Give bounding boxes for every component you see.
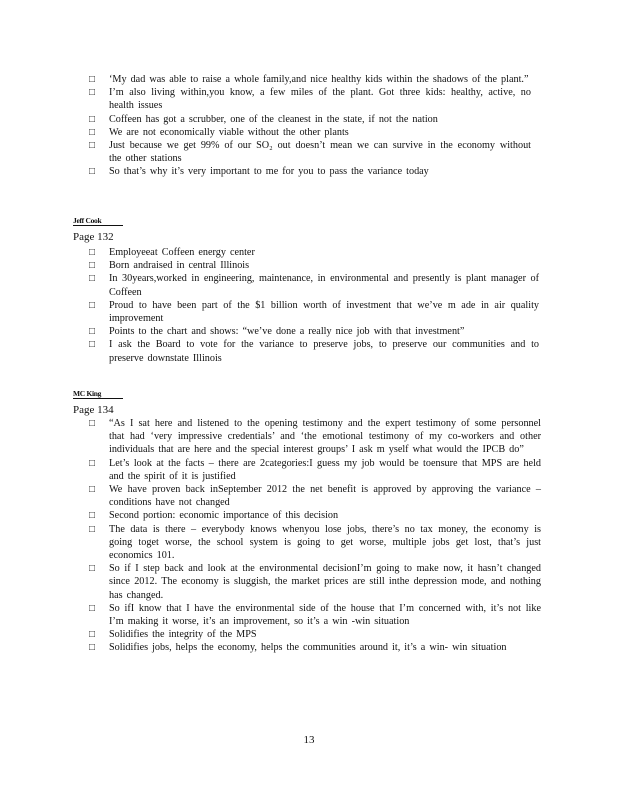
bullet-icon: □: [89, 523, 96, 535]
item-text: The data is there – everybody knows whenyou lose jobs, there’s no tax money, the economy is going toget worse, the school system is going to get worse, multiple jobs get lost, that’s just economics 101.: [109, 523, 541, 562]
bullet-icon: □: [89, 418, 96, 429]
list-item: [89, 509, 541, 522]
item-text: We have proven back inSeptember 2012 the net benefit is approved by approving the variance – conditions have not changed: [109, 484, 541, 509]
item-text: So if I step back and look at the environmental decisionI’m going to make now, it hasn’t changed since 2012. The economy is sluggish, the market prices are still inthe depression mode, and nothing has changed.: [109, 563, 541, 601]
list-item: [89, 246, 539, 259]
list-item: [89, 628, 541, 641]
list-item: [89, 299, 539, 325]
item-text: “As I sat here and listened to the opening testimony and the expert testimony of some personnel that had ‘very impressive credentials’ and ‘the emotional testimony of my co-workers and other individuals that are here and the special interest groups’ I ask m yself what would the IPCB do”: [109, 418, 541, 456]
bullet-icon: □: [89, 339, 96, 351]
page-reference: Page 132: [73, 231, 114, 243]
item-text: We are not economically viable without the other plants: [109, 126, 349, 138]
item-text: Second portion: economic importance of this decision: [109, 510, 339, 522]
bullet-icon: □: [89, 113, 96, 125]
section1-list-container: [89, 73, 531, 179]
list-item: [89, 272, 539, 298]
list-item: [89, 86, 531, 112]
bullet-icon: □: [89, 602, 96, 614]
list-item: [89, 457, 541, 483]
list-item: [89, 325, 539, 338]
bullet-icon: □: [89, 87, 96, 99]
bullet-icon: □: [89, 510, 96, 522]
bullet-icon: □: [89, 629, 96, 641]
bullet-icon: □: [89, 247, 96, 258]
list-item: [89, 417, 541, 457]
speaker-name: MC King: [73, 389, 123, 399]
bullet-icon: □: [89, 563, 96, 575]
bullet-icon: □: [89, 642, 96, 654]
list-item: [89, 483, 541, 509]
bullet-icon: □: [89, 457, 96, 469]
page-number: 13: [303, 734, 315, 746]
bullet-icon: □: [89, 273, 96, 285]
section2-bullet-list: [89, 246, 539, 365]
section3-bullet-list: [89, 417, 541, 655]
item-text: I ask the Board to vote for the variance to preserve jobs, to preserve our communities and to preserve downstate Illinois: [109, 339, 539, 364]
speaker-name: Jeff Cook: [73, 216, 123, 226]
item-text: Solidifies the integrity of the MPS: [109, 629, 257, 641]
page-reference: Page 134: [73, 404, 114, 416]
list-item: [89, 338, 539, 364]
list-item: [89, 641, 541, 654]
bullet-icon: □: [89, 260, 96, 272]
list-item: [89, 165, 531, 178]
section1-bullet-list: [89, 73, 531, 179]
section2-list-container: [89, 246, 539, 365]
item-text: Points to the chart and shows: “we’ve done a really nice job with that investment”: [109, 326, 465, 338]
item-text: Proud to have been part of the $1 billion worth of investment that we’ve m ade in air quality improvement: [109, 299, 539, 325]
list-item: [89, 259, 539, 272]
item-text: In 30years,worked in engineering, maintenance, in environmental and presently is plant manager of Coffeen: [109, 273, 539, 298]
bullet-icon: □: [89, 299, 96, 311]
list-item: [89, 523, 541, 563]
list-item: [89, 562, 541, 602]
section3-list-container: [89, 417, 541, 655]
list-item: [89, 73, 531, 86]
item-text: Solidifies jobs, helps the economy, helps the communities around it, it’s a win- win situation: [109, 642, 507, 654]
item-text: I’m also living within,you know, a few miles of the plant. Got three kids: healthy, active, no health issues: [109, 87, 531, 112]
list-item: [89, 139, 531, 165]
item-text: Employeeat Coffeen energy center: [109, 247, 255, 258]
list-item: [89, 113, 531, 126]
item-text: Born andraised in central Illinois: [109, 260, 250, 272]
bullet-icon: □: [89, 74, 96, 85]
item-text: Coffeen has got a scrubber, one of the cleanest in the state, if not the nation: [109, 113, 438, 125]
bullet-icon: □: [89, 140, 96, 152]
list-item: [89, 602, 541, 628]
bullet-icon: □: [89, 326, 96, 338]
item-text: ‘My dad was able to raise a whole family,and nice healthy kids within the shadows of the plant.”: [109, 74, 529, 85]
list-item: [89, 126, 531, 139]
bullet-icon: □: [89, 166, 96, 178]
item-text: So ifI know that I have the environmental side of the house that I’m concerned with, it’s not like I’m making it worse, it’s an improvement, so it’s a win -win situation: [109, 602, 541, 628]
item-text: Just because we get 99% of our SO₂ out doesn’t mean we can survive in the economy without the other stations: [109, 140, 531, 165]
item-text: So that’s why it’s very important to me for you to pass the variance today: [109, 166, 429, 178]
bullet-icon: □: [89, 126, 96, 138]
bullet-icon: □: [89, 484, 96, 496]
item-text: Let’s look at the facts – there are 2categories:I guess my job would be toensure that MPS are held and the spirit of it is justified: [109, 457, 541, 482]
